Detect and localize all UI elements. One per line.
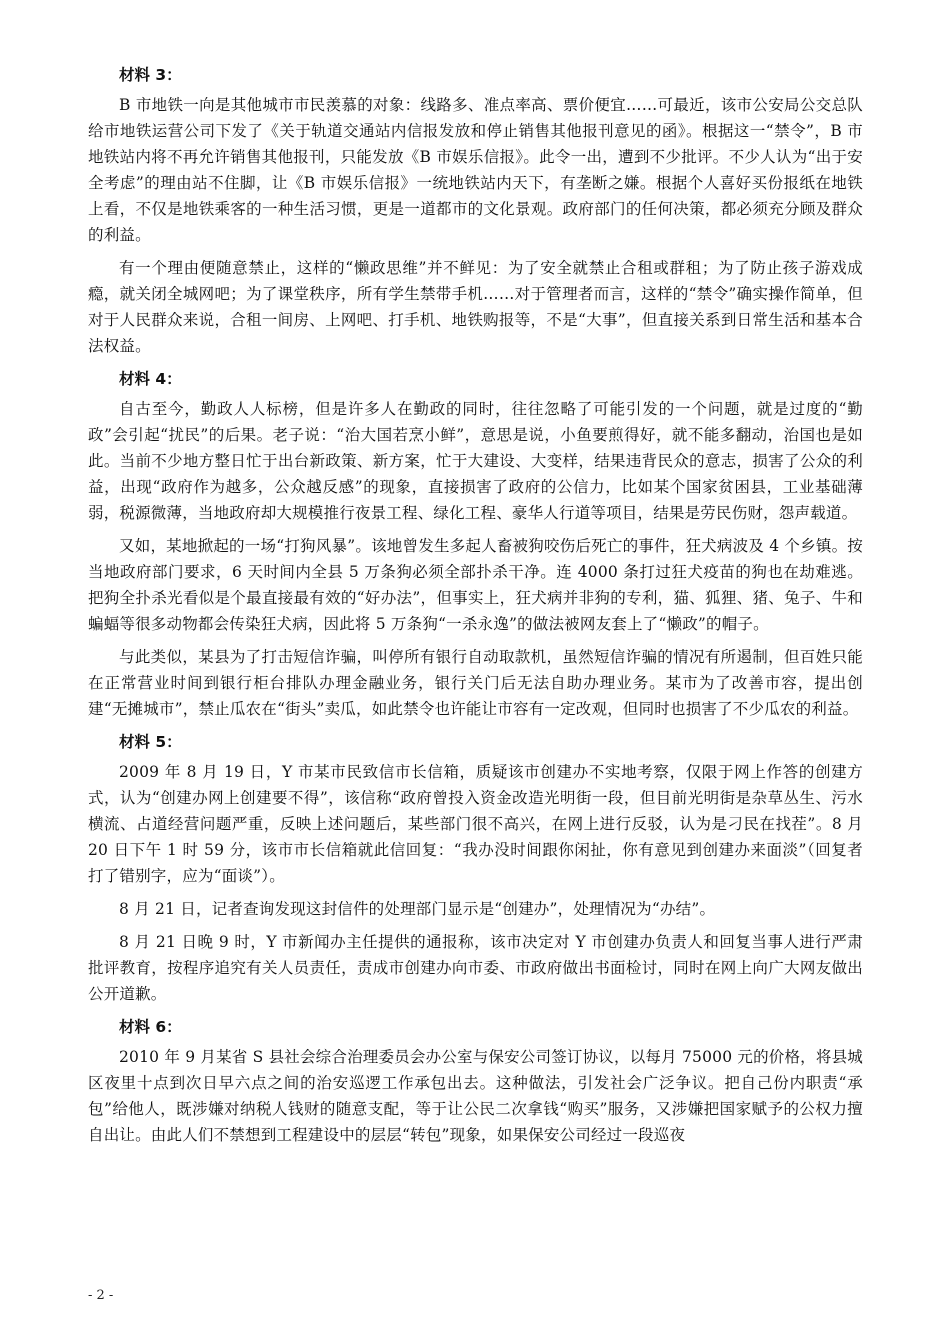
- section-material-5: [88, 729, 863, 1007]
- paragraph: 2010 年 9 月某省 S 县社会综合治理委员会办公室与保安公司签订协议，以每月 75000 元的价格，将县城区夜里十点到次日早六点之间的治安巡逻工作承包出去。这种做法，引发社会广泛争议。把自己份内职责“承包”给他人，既涉嫌对纳税人钱财的随意支配，等于让公民二次拿钱“购买”服务，又涉嫌把国家赋予的公权力擅自出让。由此人们不禁想到工程建设中的层层“转包”现象，如果保安公司经过一段巡夜: [88, 1048, 863, 1144]
- section-heading: 材料 4：: [119, 370, 182, 388]
- document-body: [88, 62, 863, 1155]
- page-number: - 2 -: [88, 1288, 114, 1303]
- section-heading: 材料 6：: [119, 1018, 182, 1036]
- section-material-4: [88, 366, 863, 722]
- paragraph: 8 月 21 日晚 9 时，Y 市新闻办主任提供的通报称，该市决定对 Y 市创建办负责人和回复当事人进行严肃批评教育，按程序追究有关人员责任，责成市创建办向市委、市政府做出书面检讨，同时在网上向广大网友做出公开道歉。: [88, 933, 863, 1003]
- paragraph: 8 月 21 日，记者查询发现这封信件的处理部门显示是“创建办”，处理情况为“办结”。: [119, 900, 716, 918]
- section-material-6: [88, 1014, 863, 1148]
- paragraph: 又如，某地掀起的一场“打狗风暴”。该地曾发生多起人畜被狗咬伤后死亡的事件，狂犬病波及 4 个乡镇。按当地政府部门要求，6 天时间内全县 5 万条狗必须全部扑杀干净。连 4000 条打过狂犬疫苗的狗也在劫难逃。把狗全扑杀光看似是个最直接最有效的“好办法”，但事实上，狂犬病并非狗的专利，猫、狐狸、猪、兔子、牛和蝙蝠等很多动物都会传染狂犬病，因此将 5 万条狗“一杀永逸”的做法被网友套上了“懒政”的帽子。: [88, 537, 863, 633]
- section-material-3: [88, 62, 863, 359]
- section-heading: 材料 3：: [119, 66, 182, 84]
- paragraph: 2009 年 8 月 19 日，Y 市某市民致信市长信箱，质疑该市创建办不实地考察，仅限于网上作答的创建方式，认为“创建办网上创建要不得”，该信称“政府曾投入资金改造光明街一段，但目前光明街是杂草丛生、污水横流、占道经营问题严重，反映上述问题后，某些部门很不高兴，在网上进行反驳，认为是刁民在找茬”。8 月 20 日下午 1 时 59 分，该市市长信箱就此信回复：“我办没时间跟你闲扯，你有意见到创建办来面淡”（回复者打了错别字，应为“面谈”）。: [88, 763, 863, 885]
- section-heading: 材料 5：: [119, 733, 182, 751]
- paragraph: 自古至今，勤政人人标榜，但是许多人在勤政的同时，往往忽略了可能引发的一个问题，就是过度的“勤政”会引起“扰民”的后果。老子说：“治大国若烹小鲜”，意思是说，小鱼要煎得好，就不能多翻动，治国也是如此。当前不少地方整日忙于出台新政策、新方案，忙于大建设、大变样，结果违背民众的意志，损害了公众的利益，出现“政府作为越多，公众越反感”的现象，直接损害了政府的公信力，比如某个国家贫困县，工业基础薄弱，税源微薄，当地政府却大规模推行夜景工程、绿化工程、豪华人行道等项目，结果是劳民伤财，怨声载道。: [88, 400, 863, 522]
- paragraph: 有一个理由便随意禁止，这样的“懒政思维”并不鲜见：为了安全就禁止合租或群租；为了防止孩子游戏成瘾，就关闭全城网吧；为了课堂秩序，所有学生禁带手机……对于管理者而言，这样的“禁令”确实操作简单，但对于人民群众来说，合租一间房、上网吧、打手机、地铁购报等，不是“大事”，但直接关系到日常生活和基本合法权益。: [88, 259, 863, 355]
- paragraph: B 市地铁一向是其他城市市民羡慕的对象：线路多、准点率高、票价便宜……可最近，该市公安局公交总队给市地铁运营公司下发了《关于轨道交通站内信报发放和停止销售其他报刊意见的函》。根据这一“禁令”，B 市地铁站内将不再允许销售其他报刊，只能发放《B 市娱乐信报》。此令一出，遭到不少批评。不少人认为“出于安全考虑”的理由站不住脚，让《B 市娱乐信报》一统地铁站内天下，有垄断之嫌。根据个人喜好买份报纸在地铁上看，不仅是地铁乘客的一种生活习惯，更是一道都市的文化景观。政府部门的任何决策，都必须充分顾及群众的利益。: [88, 96, 863, 244]
- paragraph: 与此类似，某县为了打击短信诈骗，叫停所有银行自动取款机，虽然短信诈骗的情况有所遏制，但百姓只能在正常营业时间到银行柜台排队办理金融业务，银行关门后无法自助办理业务。某市为了改善市容，提出创建“无摊城市”，禁止瓜农在“街头”卖瓜，如此禁令也许能让市容有一定改观，但同时也损害了不少瓜农的利益。: [88, 648, 863, 718]
